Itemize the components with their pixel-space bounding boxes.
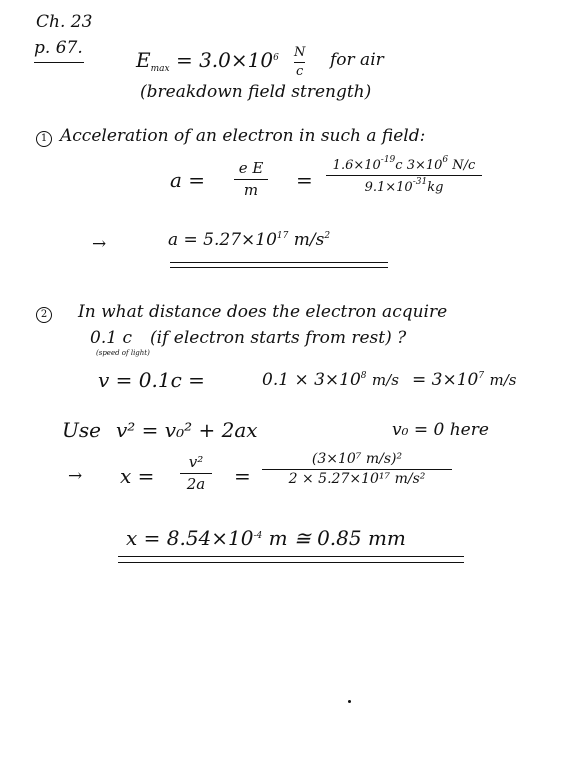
part2-question-text: In what distance does the electron acquire — [78, 302, 448, 322]
x-value-denominator: 2 × 5.27×10¹⁷ m/s² — [288, 471, 426, 488]
mass-exponent: -31 — [412, 177, 428, 188]
final-result — [126, 528, 406, 548]
accel-denominator — [365, 178, 444, 195]
accel-result-unit: m/s — [293, 230, 325, 250]
part2-number: 2 — [36, 307, 52, 323]
velocity-value-mantissa: 0.1 × 3×10 — [262, 370, 361, 390]
accel-lhs: a = — [170, 168, 206, 192]
page-underline — [34, 62, 84, 63]
chapter-label: Ch. 23 — [36, 12, 93, 32]
velocity-value-unit: m/s — [371, 371, 399, 389]
final-exponent: -4 — [253, 531, 263, 541]
ee-over-m — [234, 160, 268, 198]
unit-n: N — [294, 45, 306, 60]
2a-denominator: 2a — [186, 474, 206, 493]
mass-unit: kg — [427, 180, 444, 196]
part1-number: 1 — [36, 131, 52, 147]
kinematic-equation: v² = v₀² + 2ax — [116, 418, 258, 442]
x-eq2: = — [234, 464, 251, 488]
result2-underline-top — [118, 556, 464, 557]
arrow-2: → — [68, 466, 83, 486]
final-mantissa: x = 8.54×10 — [126, 526, 254, 550]
emax-symbol: E — [136, 48, 151, 72]
ee-numerator: e E — [238, 159, 264, 177]
accel-fraction — [326, 156, 482, 196]
result1-underline-bottom — [170, 267, 388, 268]
velocity-value-exponent: 8 — [360, 371, 367, 381]
velocity-result-unit: m/s — [489, 371, 517, 389]
accel-result-mantissa: a = 5.27×10 — [168, 230, 277, 250]
emax-equation — [136, 50, 279, 74]
accel-result-unit-exponent: 2 — [324, 231, 331, 241]
accel-result-exponent: 17 — [276, 231, 289, 241]
breakdown-note: (breakdown field strength) — [140, 82, 372, 102]
part2-question-line1 — [36, 304, 447, 323]
part2-speed: 0.1 c — [90, 328, 132, 348]
for-air: for air — [330, 50, 384, 70]
unit-c: c — [296, 64, 304, 80]
x-lhs: x = — [120, 464, 155, 488]
emax-unit — [294, 46, 305, 80]
v2-numerator: v² — [188, 453, 204, 471]
emax-exponent: 6 — [273, 53, 279, 63]
velocity-value — [262, 372, 399, 389]
stray-dot — [348, 700, 351, 703]
charge-exponent: -19 — [380, 155, 396, 165]
field-unit: N/c — [452, 158, 476, 173]
page-label: p. 67. — [34, 38, 83, 58]
accel-result — [168, 232, 330, 249]
velocity-eq: v = 0.1c = — [98, 368, 205, 392]
field-mantissa: c 3×10 — [395, 158, 443, 173]
charge-mantissa: 1.6×10 — [332, 158, 381, 173]
x-value-fraction — [262, 452, 452, 488]
result1-underline-top — [170, 262, 388, 263]
final-unit: m ≅ 0.85 mm — [268, 526, 406, 550]
velocity-result-exponent: 7 — [478, 371, 485, 381]
velocity-result-mantissa: = 3×10 — [412, 370, 479, 390]
part1-question-text: Acceleration of an electron in such a field: — [60, 126, 426, 146]
arrow-1: → — [92, 234, 107, 254]
m-denominator: m — [243, 180, 259, 199]
speed-of-light-note: (speed of light) — [96, 349, 150, 357]
accel-eq: = — [296, 168, 313, 192]
emax-subscript: max — [150, 64, 170, 74]
x-value-numerator: (3×10⁷ m/s)² — [311, 451, 403, 467]
use-label: Use — [62, 418, 101, 442]
v0-note: v₀ = 0 here — [392, 420, 489, 440]
velocity-result — [412, 372, 516, 389]
mass-mantissa: 9.1×10 — [364, 180, 413, 196]
part2-question-line2: (if electron starts from rest) ? — [150, 328, 407, 348]
accel-numerator — [333, 156, 476, 173]
v2-over-2a — [180, 454, 212, 492]
field-exponent: 6 — [442, 155, 449, 165]
emax-value: = 3.0×10 — [175, 48, 274, 72]
part1-question — [36, 128, 425, 147]
result2-underline-bottom — [118, 562, 464, 563]
